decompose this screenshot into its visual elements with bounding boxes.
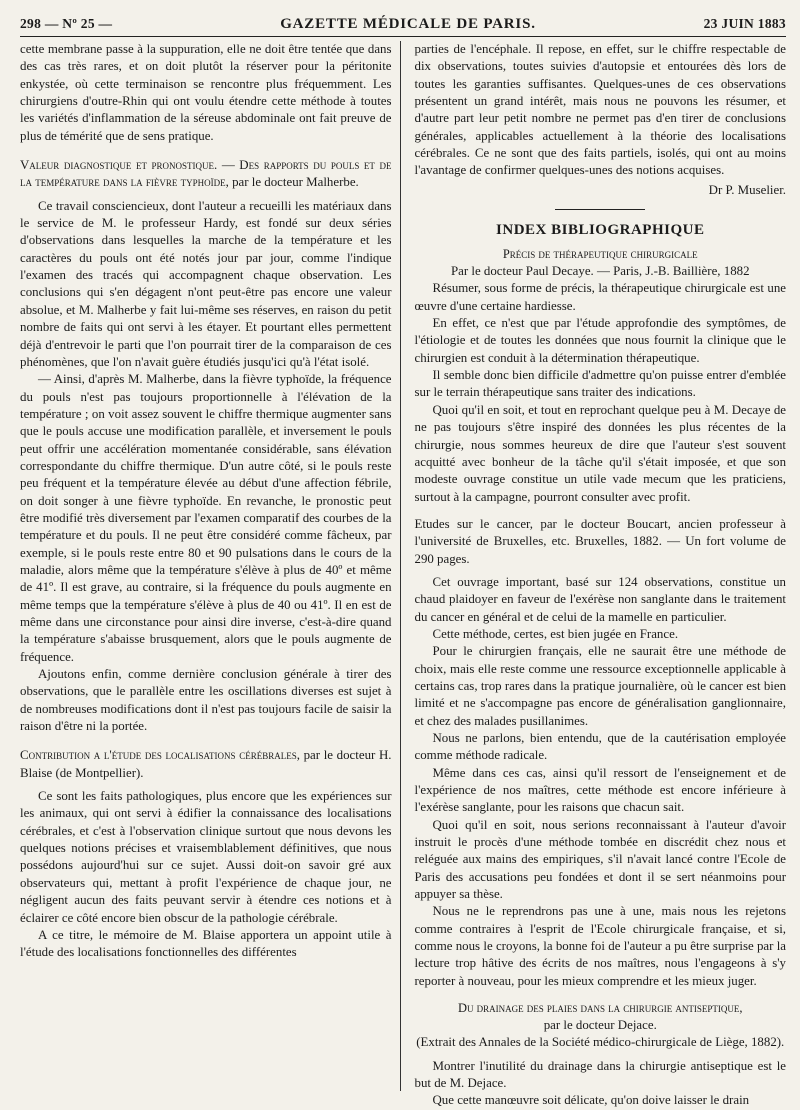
paragraph: Il semble donc bien difficile d'admettre qu'on puisse entrer d'emblée sur le terrain thérapeutique sans traiter des indications. <box>414 368 787 400</box>
author-signature: Dr P. Muselier. <box>708 182 787 197</box>
paragraph: Cette méthode, certes, est bien jugée en France. <box>432 626 679 641</box>
paragraph: cette membrane passe à la suppuration, elle ne doit être tentée que dans des cas très rares, et on doit plutôt la réserver pour la péritonite enkystée, où cette terminaison se rencontre plus fréquemment. Les chirurgiens d'outre-Rhin qui ont voulu étendre cette méthode à toutes les variétés d'inflammation de la séreuse abdominale ont fait preuve de plus de témérité que de sens pratique. <box>20 42 392 143</box>
paragraph: A ce titre, le mémoire de M. Blaise apportera un appoint utile à l'étude des localisations fonctionnelles des différentes <box>20 927 392 960</box>
section-heading-blaise <box>20 747 392 782</box>
section-rule <box>555 209 645 210</box>
paragraph: Quoi qu'il en soit, et tout en reprochant quelque peu à M. Decaye de ne pas toujours s'être inspiré des données les plus récentes de la chirurgie, nous sommes heureux de dire que l'auteur s'est souvent acquitté avec bonheur de la tâche qu'il s'était imposée, et que son modeste ouvrage constitue un utile vade mecum que les praticiens, surtout à la campagne, pourront consulter avec profit. <box>414 402 787 504</box>
masthead-title: GAZETTE MÉDICALE DE PARIS. <box>280 16 536 32</box>
book-author: Par le docteur Paul Decaye. — Paris, J.-B. Baillière, 1882 <box>450 264 750 279</box>
book-entry: Etudes sur le cancer, par le docteur Boucart, ancien professeur à l'université de Bruxelles, etc. Bruxelles, 1882. — Un fort volume de 290 pages. <box>414 516 787 566</box>
book-source: (Extrait des Annales de la Société médico-chirurgicale de Liège, 1882). <box>416 1035 785 1050</box>
two-column-body <box>20 41 787 1108</box>
paragraph: Nous ne parlons, bien entendu, que de la cautérisation employée comme méthode radicale. <box>414 731 787 763</box>
paragraph: En effet, ce n'est que par l'étude approfondie des symptômes, de l'étiologie et de toutes les données que nous fournit la clinique que le chirurgien est conduit à la détermination thérapeutique. <box>414 316 787 365</box>
section-heading-title: Valeur diagnostique et pronostique. — Des rapports du pouls et de la température dans la fièvre typhoïde, <box>20 158 392 190</box>
paragraph: Ajoutons enfin, comme dernière conclusion générale à tirer des observations, que le parallèle entre les oscillations diverses est sujet à de nombreuses modifications dont il n'est pas toujours facile de saisir la raison d'être ni la portée. <box>20 667 392 734</box>
page-number: 298 — Nº 25 — <box>20 16 113 31</box>
paragraph: Cet ouvrage important, basé sur 124 observations, constitue un chaud plaidoyer en faveur de l'exérèse non sanglante dans le traitement du cancer en général et de celui de la mamelle en particulier. <box>414 574 787 624</box>
index-heading: INDEX BIBLIOGRAPHIQUE <box>496 222 705 239</box>
paragraph: Nous ne le reprendrons pas une à une, mais nous les rejetons comme contraires à l'esprit de l'Ecole chirurgicale française, et si, comme nous le croyons, la bonne foi de l'auteur a pu être surprise par la lecture trop hâtive des écrits de nos maîtres, nous l'engageons à s'y reporter à nouveau, pour les mieux comprendre et les mieux juger. <box>414 904 787 988</box>
paragraph: Pour le chirurgien français, elle ne saurait être une méthode de choix, mais elle reste comme une ressource exceptionnelle applicable à certains cas, trop rares dans la pratique journalière, où le cancer est bien limité et ne s'accompagne pas encore de généralisation ganglionnaire, et chez des malades pusillanimes. <box>414 644 787 728</box>
paragraph: Même dans ces cas, ainsi qu'il ressort de l'enseignement et de l'expérience de nos maîtres, cette méthode est encore inférieure à l'exérèse sanglante, pour les raisons que chacun sait. <box>414 765 787 815</box>
paragraph: Quoi qu'il en soit, nous serions reconnaissant à l'auteur d'avoir instruit le procès d'une méthode tombée en discrédit chez nous et reléguée aux mains des empiriques, s'il n'avait lancé contre l'Ecole de Paris des accusations peu fondées et dont il se sert néanmoins pour appuyer sa thèse. <box>414 817 787 902</box>
paragraph: Ce sont les faits pathologiques, plus encore que les expériences sur les animaux, qui ont servi à édifier la connaissance des localisations cérébrales, et c'est à l'observation clinique surtout que nous devons les quelques notions précises et vraisemblablement définitives, que nous possédons aujourd'hui sur ce sujet. Aussi doit-on savoir gré aux observateurs qui, mettant à profit l'expérience de chaque jour, ne négligent aucun des faits peuvant servir à étendre ces notions et à éclairer ce côté encore bien obscur de la pathologie cérébrale. <box>20 789 392 925</box>
left-column <box>20 41 392 1091</box>
section-heading-title: Contribution a l'étude des localisations cérébrales, <box>20 748 300 763</box>
paragraph: Montrer l'inutilité du drainage dans la chirurgie antiseptique est le but de M. Dejace. <box>414 1058 787 1091</box>
right-column <box>401 41 787 1108</box>
page-header <box>20 16 786 37</box>
section-heading-malherbe <box>20 157 392 192</box>
section-heading-author: par le docteur H. Blaise (de Montpellier). <box>20 748 392 780</box>
paragraph: Que cette manœuvre soit délicate, qu'on doive laisser le drain <box>432 1093 750 1108</box>
section-heading-author: par le docteur Malherbe. <box>232 175 359 190</box>
book-title: Du drainage des plaies dans la chirurgie antiseptique, <box>457 1001 743 1016</box>
book-author: par le docteur Dejace. <box>543 1017 657 1032</box>
book-title: Précis de thérapeutique chirurgicale <box>502 247 698 262</box>
paragraph: parties de l'encéphale. Il repose, en effet, sur le chiffre respectable de dix observations, toutes suivies d'autopsie et entourées dès lors de toutes les garanties suffisantes. Quelques-unes de ces observations présentent un grand intérêt, mais nous ne pouvons les résumer, et d'autre part leur petit nombre ne permet pas d'en tirer de conclusions générales, applicables actuellement à la théorie des localisations cérébrales. Ce ne sont que des faits partiels, isolés, qui ont au moins l'avantage de confirmer quelques-unes des notions acquises. <box>414 42 787 178</box>
issue-date: 23 JUIN 1883 <box>703 16 786 31</box>
paragraph: Ce travail consciencieux, dont l'auteur a recueilli les matériaux dans le service de M. le professeur Hardy, est fondé sur deux séries d'observations dans lesquelles la marche de la température et les caractères du pouls ont été notés jour par jour, comme l'indique l'examen des tracés qui accompagnent chaque observation. Les conclusions qui s'en dégagent n'ont peut-être pas encore une valeur absolue, et M. Malherbe y fait lui-même ses réserves, en raison du petit nombre de faits qui ont servi à les étayer. Et pourtant elles permettent déjà d'entrevoir le parti que l'on pourrait tirer de la comparaison de ces phénomènes, que l'on n'avait guère étudiés jusqu'ici qu'à l'état isolé. <box>20 198 392 369</box>
paragraph: Résumer, sous forme de précis, la thérapeutique chirurgicale est une œuvre d'une certaine hardiesse. <box>414 281 787 313</box>
paragraph: — Ainsi, d'après M. Malherbe, dans la fièvre typhoïde, la fréquence du pouls n'est pas toujours proportionnelle à l'élévation de la température ; on voit assez souvent le chiffre thermique augmenter sans que le pouls accuse une modification parallèle, et inversement le pouls peut offrir une accélération momentanée considérable, sans élévation correspondante du chiffre thermique. D'un autre côté, si le pouls reste peu fréquent et la température élevée au début d'une affection fébrile, on doit songer à une fièvre typhoïde. En revanche, le pronostic peut être modifié très diversement par l'examen comparatif des courbes de la température et du pouls. Il ne peut être considéré comme fâcheux, par exemple, si le pouls reste entre 80 et 90 pulsations dans le cours de la maladie, alors même que la température s'élève à plus de 40º et même de 41º. Il est grave, au contraire, si la fréquence du pouls augmente en même temps que la température s'élève à plus de 40 ou 41º. Il en est de même dans une circonstance pour ainsi dire inverse, c'est-à-dire quand la température s'abaisse brusquement, alors que le pouls augmente de fréquence. <box>20 372 392 664</box>
